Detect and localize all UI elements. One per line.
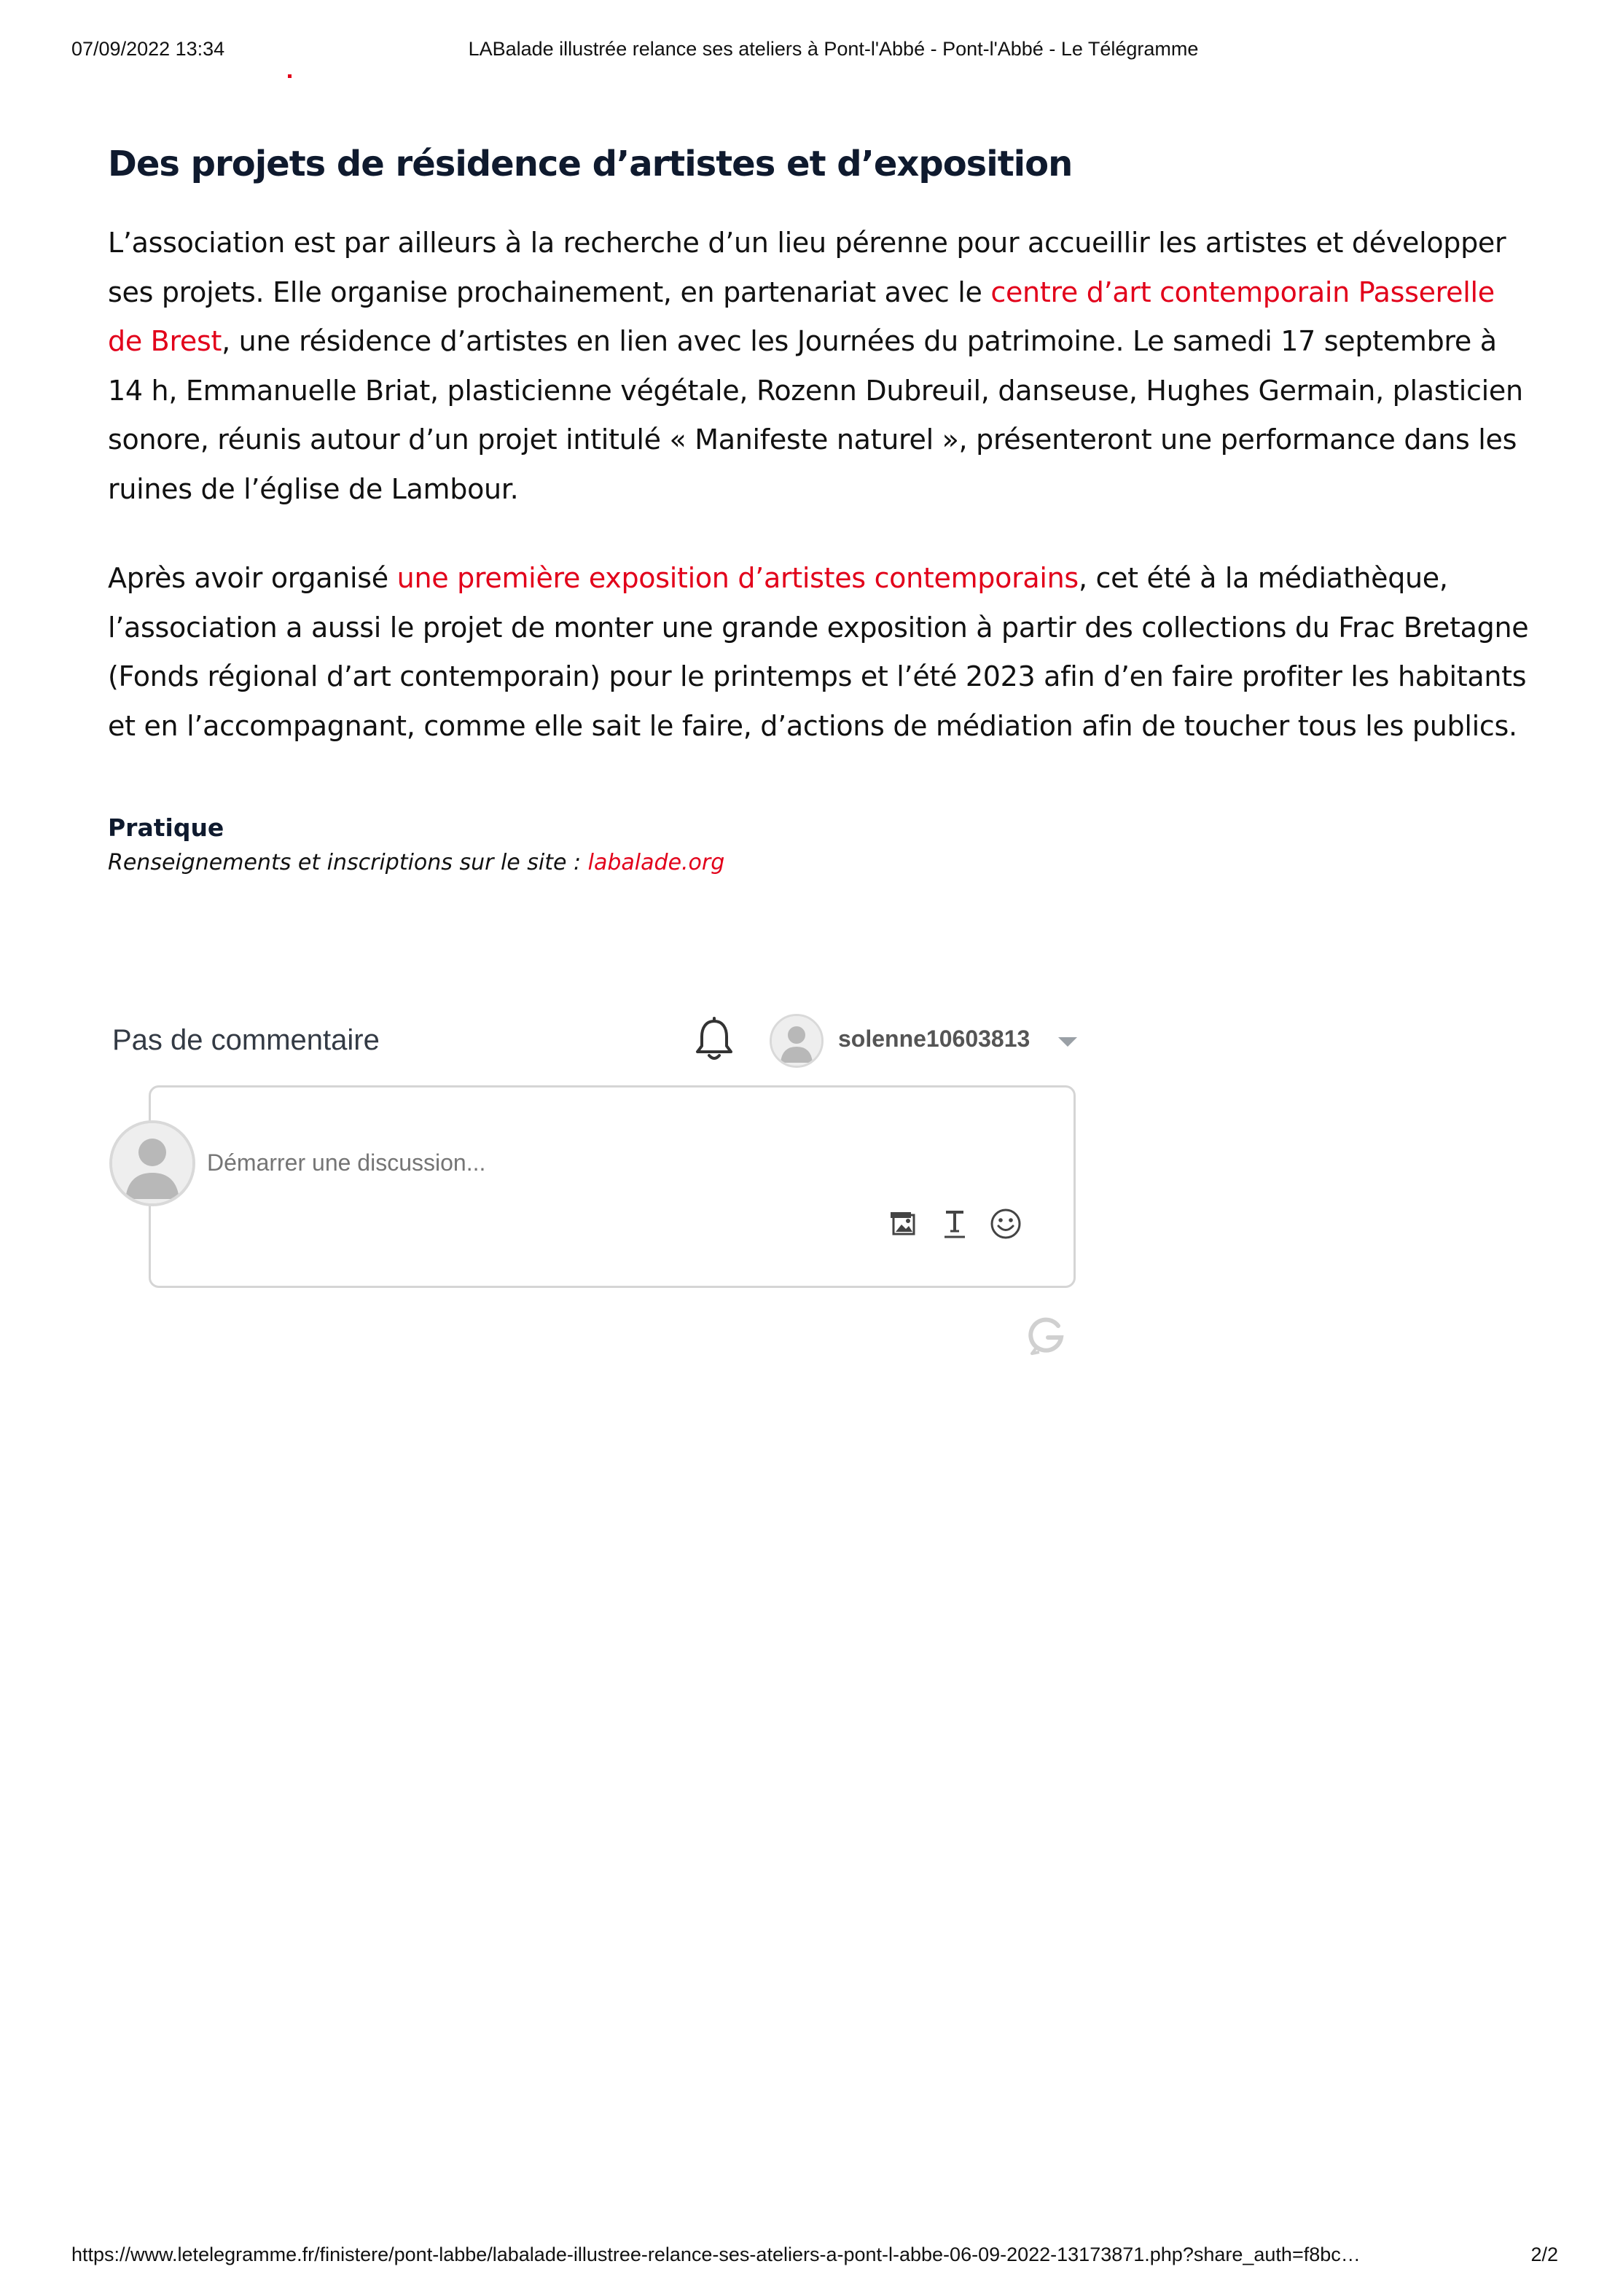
comments-widget [109,1010,1086,1374]
page-number: 2/2 [1530,2244,1558,2265]
passerelle-link[interactable]: centre d’art contemporain Passerelle de Brest [108,276,1495,357]
labalade-link[interactable]: labalade.org [587,850,725,875]
paragraph-2-text-b: , cet été à la médiathèque, l’association a aussi le projet de monter une grande exposition à partir des collections du Frac Bretagne (Fonds régional d’art contemporain) pour le printemps et l’été 2023 afin d’en faire profiter les habitants et en l’accompagnant, comme elle sait le faire, d’actions de médiation afin de toucher tous les publics. [108,562,1529,742]
info-line [108,847,1529,879]
info-text: Renseignements et inscriptions sur le site : [108,850,588,875]
paragraph-2 [108,554,1529,751]
chevron-down-icon[interactable] [1058,1037,1077,1047]
paragraph-1 [108,219,1529,514]
paragraph-1-text-a: L’association est par ailleurs à la recherche d’un lieu pérenne pour accueillir les artistes et développer ses projets. Elle organise prochainement, en partenariat avec le [108,227,1506,308]
bell-icon[interactable] [692,1017,736,1063]
paragraph-2-text-a: Après avoir organisé [108,562,397,594]
g-logo-icon [1026,1316,1067,1356]
user-avatar[interactable] [770,1014,824,1068]
pratique-label: Pratique [108,813,224,842]
red-mark [288,74,292,78]
comment-count: Pas de commentaire [112,1024,380,1056]
print-date: 07/09/2022 13:34 [71,38,225,60]
paragraph-1-text-b: , une résidence d’artistes en lien avec les Journées du patrimoine. Le samedi 17 septembre à 14 h, Emmanuelle Briat, plasticienne végétale, Rozenn Dubreuil, danseuse, Hughes Germain, plasticien sonore, réunis autour d’un projet intitulé « Manifeste naturel », présenteront une performance dans les ruines de l’église de Lambour. [108,325,1523,505]
print-header [0,38,1623,67]
emoji-icon[interactable] [988,1206,1023,1241]
editor-avatar [109,1120,195,1206]
page-url: https://www.letelegramme.fr/finistere/pont-labbe/labalade-illustree-relance-ses-ateliers-a-pont-l-abbe-06-09-2022-13173871.php?share_auth=f8bc… [71,2244,1361,2265]
image-icon[interactable] [886,1206,921,1241]
exposition-link[interactable]: une première exposition d’artistes contemporains [396,562,1079,594]
discussion-input[interactable] [207,1149,936,1176]
print-title: LABalade illustrée relance ses ateliers à Pont-l'Abbé - Pont-l'Abbé - Le Télégramme [468,38,1199,60]
text-format-icon[interactable] [937,1206,972,1241]
article-body [108,138,1529,879]
section-heading: Des projets de résidence d’artistes et d’exposition [108,144,1073,184]
username[interactable]: solenne10603813 [838,1026,1030,1052]
comment-editor[interactable] [149,1085,1076,1288]
